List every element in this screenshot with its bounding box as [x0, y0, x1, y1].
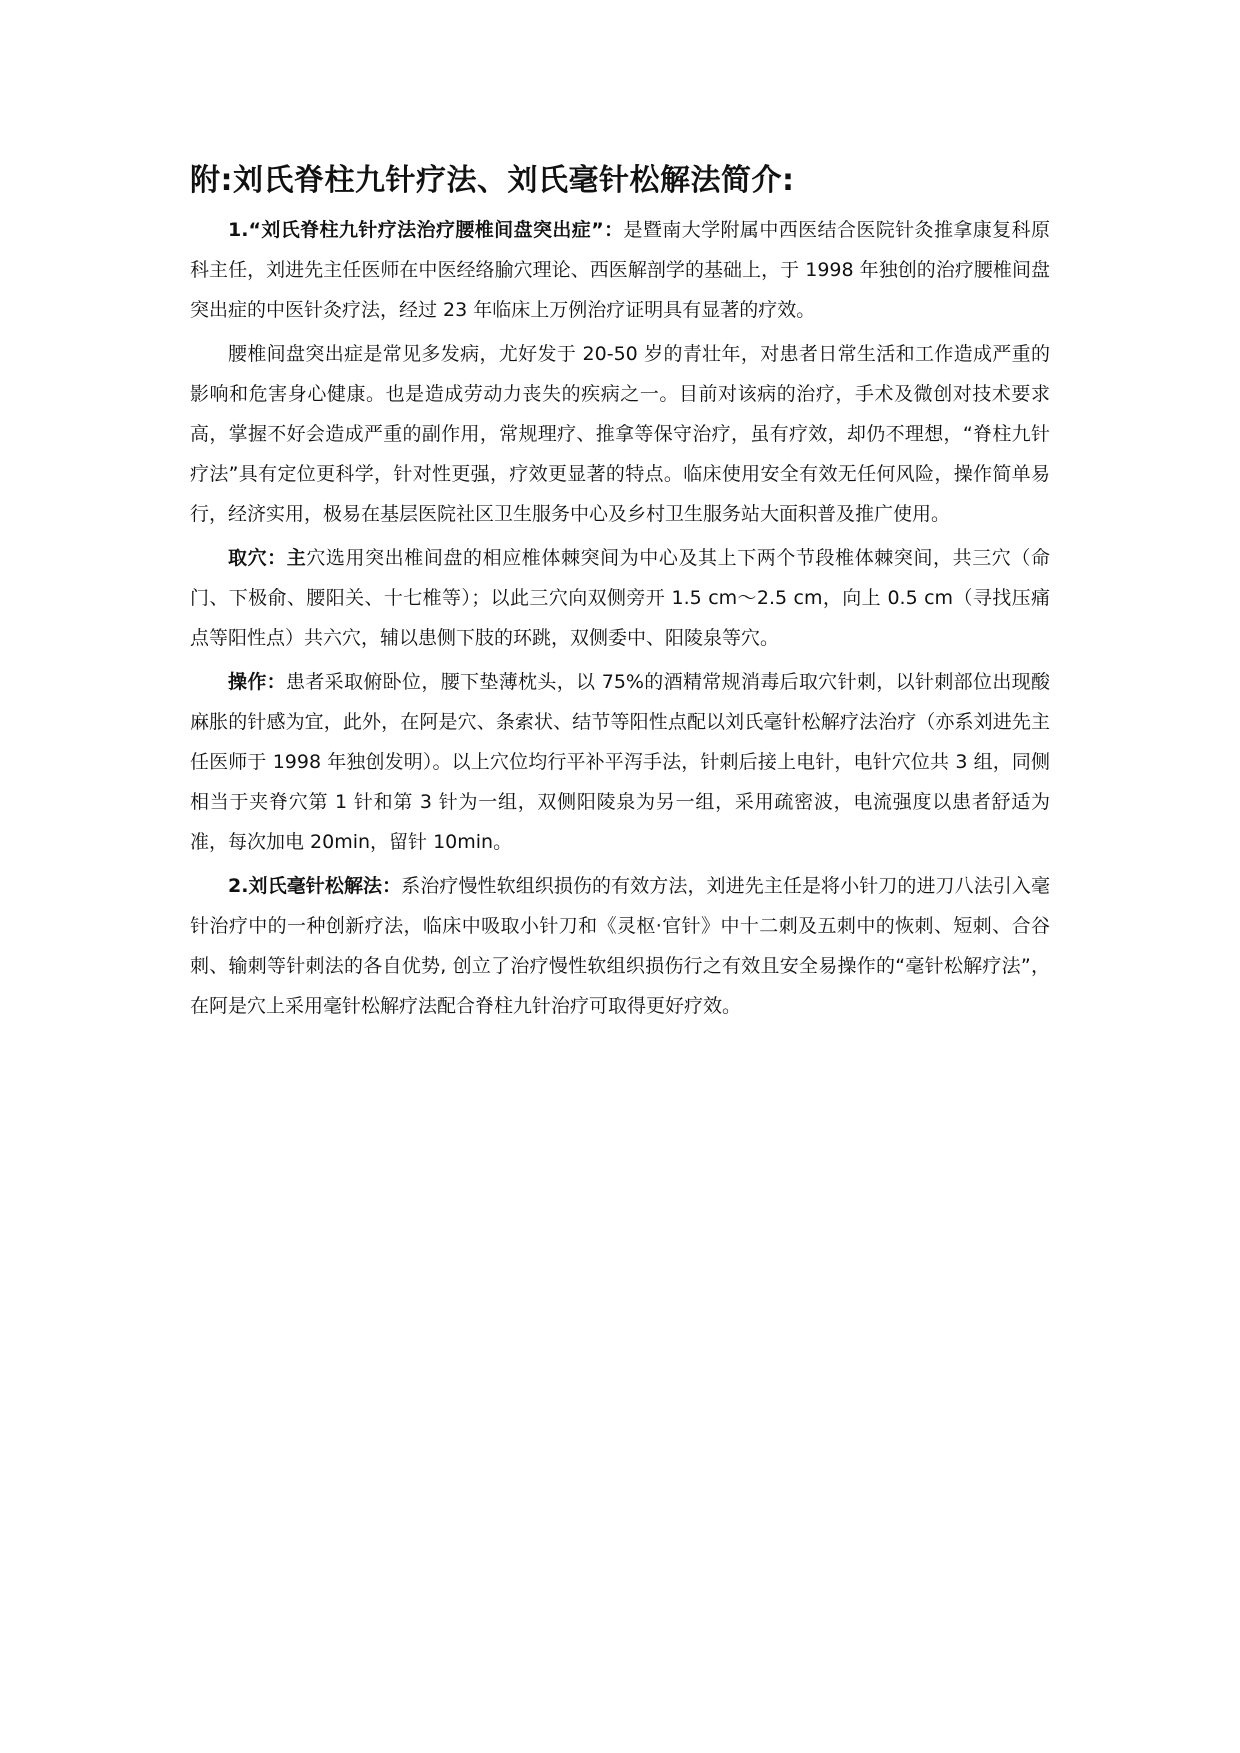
paragraph-4 — [190, 662, 1050, 862]
document-page — [190, 160, 1050, 1030]
paragraph-2 — [190, 334, 1050, 534]
paragraph-4-text: 患者采取俯卧位，腰下垫薄枕头，以 75%的酒精常规消毒后取穴针刺，以针刺部位出现酸麻胀的针感为宜，此外，在阿是穴、条索状、结节等阳性点配以刘氏毫针松解疗法治疗（亦系刘进先主任医师于 1998 年独创发明）。以上穴位均行平补平泻手法，针刺后接上电针，电针穴位共 3 组，同侧相当于夹脊穴第 1 针和第 3 针为一组，双侧阳陵泉为另一组，采用疏密波，电流强度以患者舒适为准，每次加电 20min，留针 10min。 — [190, 671, 1050, 853]
paragraph-5-text: 系治疗慢性软组织损伤的有效方法，刘进先主任是将小针刀的进刀八法引入毫针治疗中的一种创新疗法，临床中吸取小针刀和《灵枢·官针》中十二刺及五刺中的恢刺、短刺、合谷刺、输刺等针刺法的各自优势, 创立了治疗慢性软组织损伤行之有效且安全易操作的“毫针松解疗法”，在阿是穴上采用毫针松解疗法配合脊柱九针治疗可取得更好疗效。 — [190, 875, 1050, 1017]
paragraph-1-text: 是暨南大学附属中西医结合医院针灸推拿康复科原科主任，刘进先主任医师在中医经络腧穴理论、西医解剖学的基础上，于 1998 年独创的治疗腰椎间盘突出症的中医针灸疗法，经过 23 年临床上万例治疗证明具有显著的疗效。 — [190, 219, 1050, 321]
paragraph-5-lead: 2.刘氏毫针松解法： — [228, 875, 402, 897]
paragraph-4-lead: 操作： — [228, 671, 287, 693]
paragraph-3-text: 穴选用突出椎间盘的相应椎体棘突间为中心及其上下两个节段椎体棘突间，共三穴（命门、下极俞、腰阳关、十七椎等）；以此三穴向双侧旁开 1.5 cm～2.5 cm，向上 0.5 cm（寻找压痛点等阳性点）共六穴，辅以患侧下肢的环跳，双侧委中、阳陵泉等穴。 — [190, 547, 1050, 649]
paragraph-3-lead: 取穴：主 — [228, 547, 307, 569]
paragraph-2-text: 腰椎间盘突出症是常见多发病，尤好发于 20-50 岁的青壮年，对患者日常生活和工作造成严重的影响和危害身心健康。也是造成劳动力丧失的疾病之一。目前对该病的治疗，手术及微创对技术要求高，掌握不好会造成严重的副作用，常规理疗、推拿等保守治疗，虽有疗效，却仍不理想，“脊柱九针疗法”具有定位更科学，针对性更强，疗效更显著的特点。临床使用安全有效无任何风险，操作简单易行，经济实用，极易在基层医院社区卫生服务中心及乡村卫生服务站大面积普及推广使用。 — [190, 343, 1050, 525]
paragraph-3 — [190, 538, 1050, 658]
paragraph-1 — [190, 210, 1050, 330]
paragraph-1-lead: 1.“刘氏脊柱九针疗法治疗腰椎间盘突出症”： — [228, 219, 624, 241]
paragraph-5 — [190, 866, 1050, 1026]
document-title: 附:刘氏脊柱九针疗法、刘氏毫针松解法简介: — [190, 163, 795, 198]
